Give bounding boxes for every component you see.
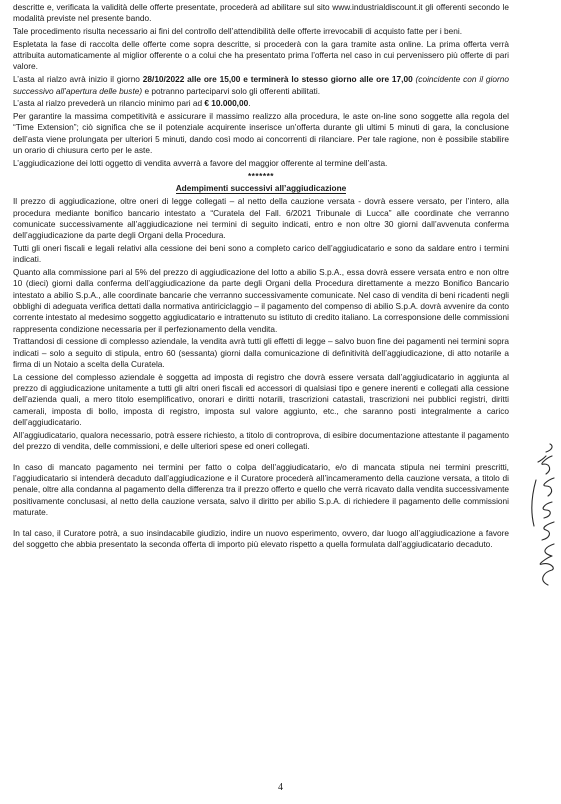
auction-dates-note: (coincidente con il giorno successivo all’apertura delle buste) xyxy=(13,74,509,96)
paragraph: Espletata la fase di raccolta delle offerte come sopra descritte, si procederà con la gara tramite asta online. La prima offerta verrà attribuita automaticamente al miglior offerente o a colui che ha presentato prima l’offerta nel caso in cui pervenissero più offerte di pari valore. xyxy=(13,38,509,72)
paragraph: All’aggiudicatario, qualora necessario, potrà essere richiesto, a titolo di controprova, di esibire documentazione attestante il pagamento del prezzo di vendita, delle commissioni, e delle ulteriori spese ed oneri collegati. xyxy=(13,429,509,451)
handwritten-signature xyxy=(508,440,560,590)
paragraph: L’aggiudicazione dei lotti oggetto di vendita avverrà a favore del maggior offerente al termine dell’asta. xyxy=(13,157,388,168)
minimum-bid-amount: € 10.000,00 xyxy=(204,98,249,109)
paragraph: Quanto alla commissione pari al 5% del prezzo di aggiudicazione del lotto a abilio S.p.A., essa dovrà essere versata entro e non oltre 10 (dieci) giorni dalla conferma dell’aggiudicazione da parte degli Organi della Procedura direttamente a mezzo Bonifico Bancario intestato a abilio S.p.A., alle coordinate bancarie che verranno successivamente comunicate. Nel caso di vendita di beni ricadenti negli obblighi di adeguata verifica dettati dalla normativa antiriciclaggio – il pagamento del compenso di abilio S.p.A. dovrà avvenire da conto corrente intestato al medesimo soggetto aggiudicatario e intrattenuto su istituto di credito italiano. La corresponsione delle commissioni rappresenta condizione necessaria per il perfezionamento della vendita. xyxy=(13,267,509,334)
paragraph: Trattandosi di cessione di complesso aziendale, la vendita avrà tutti gli effetti di legge – salvo buon fine dei pagamenti nei termini sopra indicati – solo a seguito di stipula, entro 60 (sessanta) giorni dalla comunicazione di definitività dell’aggiudicazione, di atto notarile a firma di un Notaio a scelta della Curatela. xyxy=(13,336,509,369)
paragraph: descritte e, verificata la validità delle offerte presentate, procederà ad abilitare sul sito www.industrialdiscount.it gli offerenti secondo le modalità previste nel presente bando. xyxy=(13,2,509,24)
page-number: 4 xyxy=(278,782,283,793)
section-heading: Adempimenti successivi all’aggiudicazione xyxy=(175,183,347,194)
minimum-bid-paragraph: L’asta al rialzo prevederà un rilancio minimo pari ad € 10.000,00. xyxy=(13,98,251,109)
paragraph: Il prezzo di aggiudicazione, oltre oneri di legge collegati – al netto della cauzione versata - dovrà essere versato, per l’intero, alla procedura mediante bonifico bancario intestato a “Curatela del Fall. 6/2021 Tribunale di Lucca” alle coordinate che verranno comunicate successivamente all’aggiudicazione nei termini di seguito indicati, entro e non oltre 30 giorni dall’avvenuta conferma dell’aggiudicazione da parte degli Organi della Procedura. xyxy=(13,196,509,241)
auction-dates: 28/10/2022 alle ore 15,00 e terminerà lo stesso giorno alle ore 17,00 xyxy=(142,74,413,85)
paragraph: Tale procedimento risulta necessario ai fini del controllo dell’attendibilità delle offerte irrevocabili di acquisto fatte per i beni. xyxy=(13,26,463,37)
paragraph: In tal caso, il Curatore potrà, a suo insindacabile giudizio, indire un nuovo esperimento, ovvero, dar luogo all’aggiudicazione a favore del soggetto che abbia presentato la seconda offerta di importo più elevato rispetto a quella formulata dall’aggiudicatario decaduto. xyxy=(13,527,509,550)
paragraph: La cessione del complesso aziendale è soggetta ad imposta di registro che dovrà essere versata dall’aggiudicatario in aggiunta al prezzo di aggiudicazione unitamente a tutti gli altri oneri fiscali ed accessori di qualsiasi tipo e genere inerenti e collegati alla cessione dell’azienda quali, a mero titolo esemplificativo, onorari e diritti notarili, trascrizioni catastali, trascrizioni nei pubblici registri, diritti camerali, imposta di bollo, imposta di registro, imposta sul valore aggiunto, etc., che saranno posti integralmente a carico dell’aggiudicatario. xyxy=(13,371,509,427)
auction-dates-paragraph: L’asta al rialzo avrà inizio il giorno 28/10/2022 alle ore 15,00 e terminerà lo stesso giorno alle ore 17,00 (coincidente con il giorno successivo all’apertura delle buste) e potranno parteciparvi solo gli offerenti abilitati. xyxy=(13,74,509,96)
paragraph: Tutti gli oneri fiscali e legali relativi alla cessione dei beni sono a completo carico dell’aggiudicatario e sono da saldare entro i termini indicati. xyxy=(13,242,509,265)
paragraph: In caso di mancato pagamento nei termini per fatto o colpa dell’aggiudicatario, e/o di mancata stipula nei termini prescritti, l’aggiudicatario si intenderà decaduto dall’aggiudicazione e il Curatore procederà all’incameramento della cauzione versata, a titolo di penale, oltre alla condanna al pagamento della differenza tra il prezzo offerto e quello che verrà ricavato dalla vendita successivamente positivamente conclusasi, al netto della cauzione versata, salvo il diritto per abilio S.p.A. di richiedere il pagamento delle commissioni maturate. xyxy=(13,461,509,517)
body-text xyxy=(13,2,509,552)
paragraph: Per garantire la massima competitività e assicurare il massimo realizzo alla procedura, le aste on-line sono soggette alla regola del “Time Extension”; ciò significa che se il potenziale acquirente inserisce un’offerta durante gli ultimi 5 minuti di gara, la conclusione dell’asta viene prolungata per ulteriori 5 minuti, dando così modo ai concorrenti di rilanciare. Per tale ragione, non è possibile stabilire un orario di chiusura certo per le aste. xyxy=(13,111,509,156)
section-separator: ******* xyxy=(247,170,275,181)
